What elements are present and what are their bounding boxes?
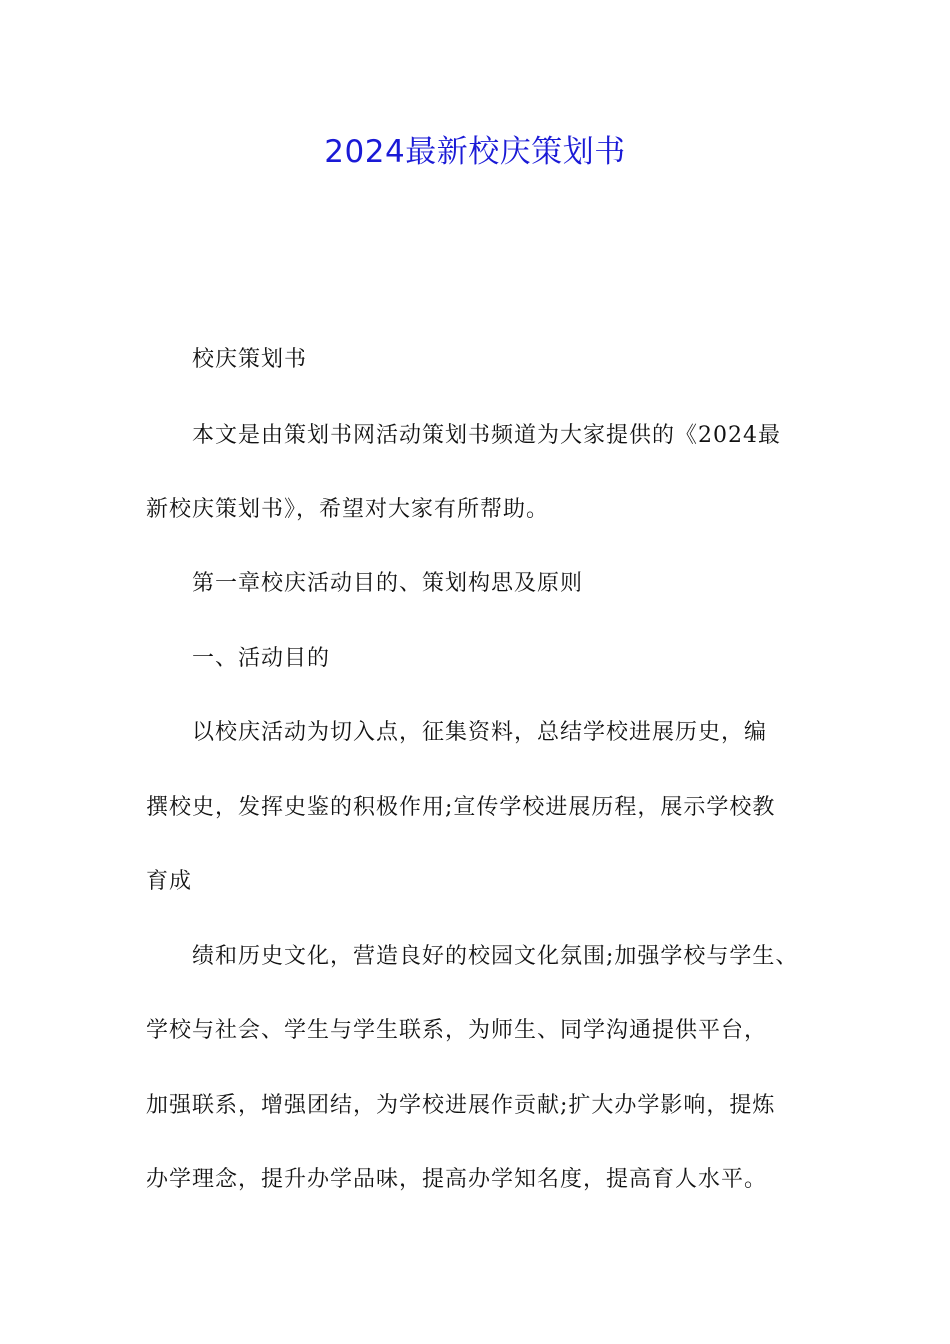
- paragraph-line: 以校庆活动为切入点，征集资料，总结学校进展历史，编: [192, 720, 768, 745]
- paragraph-line: 加强联系，增强团结，为学校进展作贡献;扩大办学影响，提炼: [146, 1093, 776, 1118]
- paragraph-line: 本文是由策划书网活动策划书频道为大家提供的《2024最: [192, 423, 781, 448]
- paragraph-line: 绩和历史文化，营造良好的校园文化氛围;加强学校与学生、: [192, 944, 799, 969]
- section-heading: 一、活动目的: [192, 646, 331, 671]
- chapter-heading: 第一章校庆活动目的、策划构思及原则: [192, 571, 584, 596]
- paragraph-line: 新校庆策划书》，希望对大家有所帮助。: [146, 497, 550, 522]
- paragraph-heading: 校庆策划书: [192, 347, 308, 372]
- document-title: 2024最新校庆策划书: [324, 134, 626, 170]
- paragraph-line: 撰校史，发挥史鉴的积极作用;宣传学校进展历程，展示学校教: [146, 795, 776, 820]
- paragraph-line: 育成: [146, 869, 193, 894]
- paragraph-line: 学校与社会、学生与学生联系，为师生、同学沟通提供平台，: [146, 1018, 768, 1043]
- paragraph-line: 办学理念，提升办学品味，提高办学知名度，提高育人水平。: [146, 1167, 768, 1192]
